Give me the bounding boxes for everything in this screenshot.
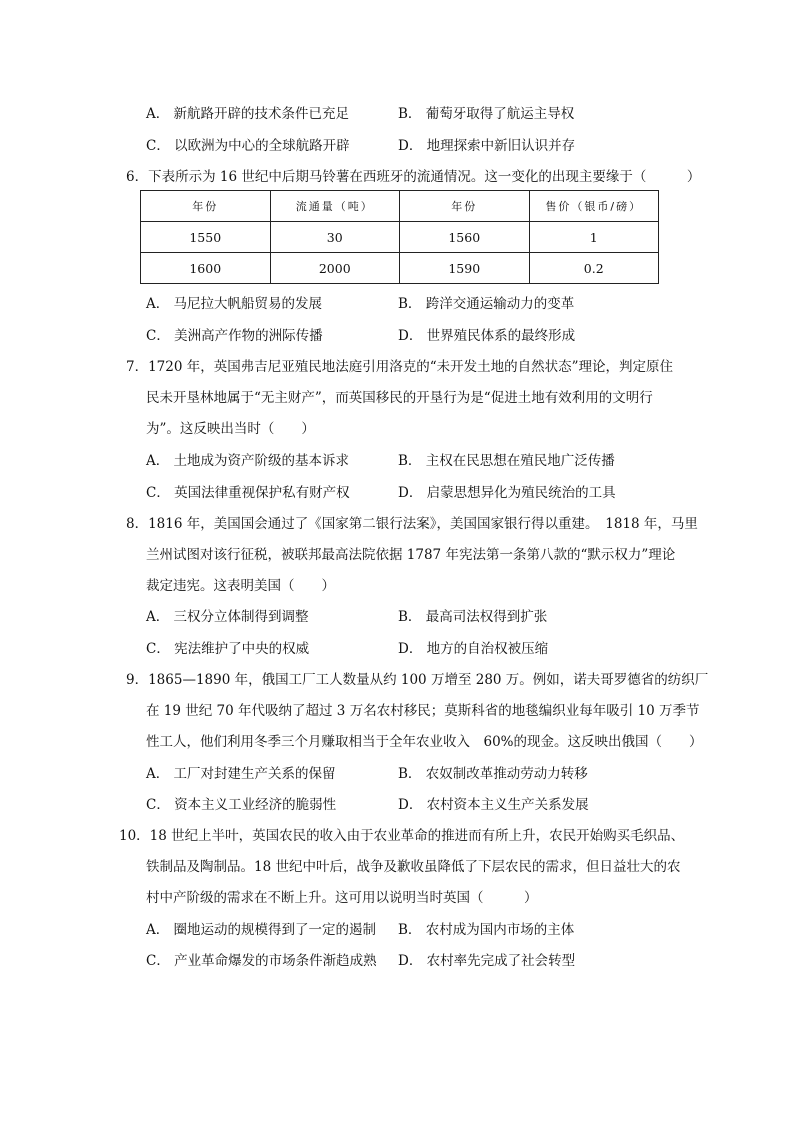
q9-option-a: A． 工厂对封建生产关系的保留	[146, 766, 336, 782]
q6-option-a: A． 马尼拉大帆船贸易的发展	[146, 296, 323, 312]
q10-stem-line-3: 村中产阶级的需求在不断上升。这可用以说明当时英国（ ）	[146, 890, 538, 906]
q9-option-d: D． 农村资本主义生产关系发展	[398, 797, 589, 813]
q5-option-d: D． 地理探索中新旧认识并存	[398, 138, 576, 154]
q8-option-d: D． 地方的自治权被压缩	[398, 641, 549, 657]
q10-stem-line-1: 10．18 世纪上半叶，英国农民的收入由于农业革命的推进而有所上升，农民开始购买毛织品、	[119, 828, 685, 844]
q6-option-b: B． 跨洋交通运输动力的变革	[398, 296, 575, 312]
q8-stem-line-3: 裁定违宪。这表明美国（ ）	[146, 578, 335, 594]
q7-stem-line-1: 7．1720 年，英国弗吉尼亚殖民地法庭引用洛克的“未开发土地的自然状态”理论，判定原住	[126, 359, 674, 375]
q5-option-c: C． 以欧洲为中心的全球航路开辟	[146, 138, 350, 154]
q9-stem-line-3: 性工人，他们利用冬季三个月赚取相当于全年农业收入 60%的现金。这反映出俄国（ ）	[146, 734, 703, 750]
q5-option-a: A． 新航路开辟的技术条件已充足	[146, 106, 350, 122]
q7-stem-line-2: 民未开垦林地属于“无主财产”，而英国移民的开垦行为是“促进土地有效利用的文明行	[146, 390, 653, 406]
q10-option-b: B． 农村成为国内市场的主体	[398, 922, 575, 938]
q7-stem-line-3: 为”。这反映出当时（ ）	[146, 421, 315, 437]
q10-option-d: D． 农村率先完成了社会转型	[398, 953, 576, 969]
q9-stem-line-1: 9．1865—1890 年，俄国工厂工人数量从约 100 万增至 280 万。例如，诺夫哥罗德省的纺织厂	[126, 672, 709, 688]
q7-option-a: A． 土地成为资产阶级的基本诉求	[146, 453, 350, 469]
q10-stem-line-2: 铁制品及陶制品。18 世纪中叶后，战争及歉收虽降低了下层农民的需求，但日益壮大的农	[146, 859, 681, 875]
table-cell: 1560	[400, 222, 530, 253]
q10-option-c: C． 产业革命爆发的市场条件渐趋成熟	[146, 953, 377, 969]
q7-option-b: B． 主权在民思想在殖民地广泛传播	[398, 453, 615, 469]
q8-stem-line-1: 8．1816 年，美国国会通过了《国家第二银行法案》，美国国家银行得以重建。 1818 年，马里	[126, 516, 698, 532]
q7-option-c: C． 英国法律重视保护私有财产权	[146, 485, 350, 501]
table-cell: 1	[529, 222, 659, 253]
q9-stem-line-2: 在 19 世纪 70 年代吸纳了超过 3 万名农村移民；莫斯科省的地毯编织业每年吸引 10 万季节	[146, 703, 700, 719]
table-cell: 30	[270, 222, 400, 253]
table-header-cell: 售价（银币/磅）	[529, 191, 659, 222]
q8-option-c: C． 宪法维护了中央的权威	[146, 641, 310, 657]
table-header-cell: 年份	[141, 191, 271, 222]
table-header-row	[141, 191, 659, 222]
q6-table	[140, 190, 659, 284]
q8-stem-line-2: 兰州试图对该行征税，被联邦最高法院依据 1787 年宪法第一条第八款的“默示权力”理论	[146, 547, 676, 563]
table-cell: 0.2	[529, 253, 659, 284]
table-row	[141, 222, 659, 253]
q9-option-b: B． 农奴制改革推动劳动力转移	[398, 766, 588, 782]
table-cell: 2000	[270, 253, 400, 284]
q6-option-c: C． 美洲高产作物的洲际传播	[146, 328, 323, 344]
q5-option-b: B． 葡萄牙取得了航运主导权	[398, 106, 575, 122]
table-cell: 1590	[400, 253, 530, 284]
table-header-cell: 年份	[400, 191, 530, 222]
q6-stem: 6．下表所示为 16 世纪中后期马铃薯在西班牙的流通情况。这一变化的出现主要缘于（ ）	[126, 169, 701, 185]
q6-option-d: D． 世界殖民体系的最终形成	[398, 328, 576, 344]
table-cell: 1600	[141, 253, 271, 284]
table-row	[141, 253, 659, 284]
q8-option-a: A． 三权分立体制得到调整	[146, 609, 309, 625]
table-cell: 1550	[141, 222, 271, 253]
q9-option-c: C． 资本主义工业经济的脆弱性	[146, 797, 337, 813]
table-header-cell: 流通量（吨）	[270, 191, 400, 222]
q7-option-d: D． 启蒙思想异化为殖民统治的工具	[398, 485, 616, 501]
q10-option-a: A． 圈地运动的规模得到了一定的遏制	[146, 922, 377, 938]
q8-option-b: B． 最高司法权得到扩张	[398, 609, 548, 625]
